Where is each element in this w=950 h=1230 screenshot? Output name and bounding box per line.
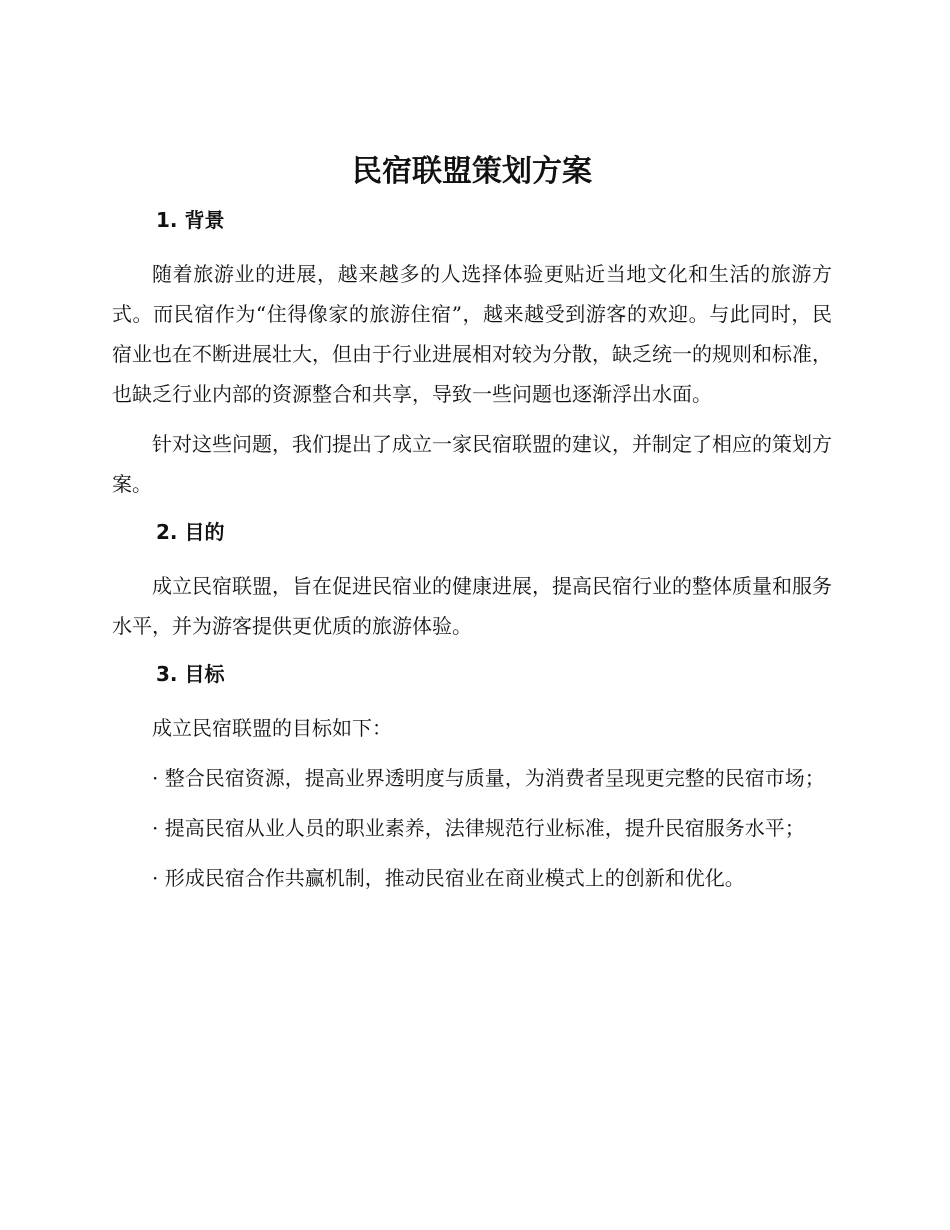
background-paragraph-2: 针对这些问题，我们提出了成立一家民宿联盟的建议，并制定了相应的策划方案。 <box>112 432 832 496</box>
goal-bullet-2: · 提高民宿从业人员的职业素养，法律规范行业标准，提升民宿服务水平； <box>152 816 805 840</box>
section-heading-purpose: 2. 目的 <box>156 520 225 544</box>
goal-bullet-1: · 整合民宿资源，提高业界透明度与质量，为消费者呈现更完整的民宿市场； <box>152 766 825 790</box>
goals-intro: 成立民宿联盟的目标如下： <box>152 716 392 740</box>
document-content <box>112 150 832 898</box>
purpose-paragraph: 成立民宿联盟，旨在促进民宿业的健康进展，提高民宿行业的整体质量和服务水平，并为游客提供更优质的旅游体验。 <box>112 574 832 638</box>
section-heading-goals: 3. 目标 <box>156 662 225 686</box>
goal-bullet-3: · 形成民宿合作共赢机制，推动民宿业在商业模式上的创新和优化。 <box>152 866 745 890</box>
document-title: 民宿联盟策划方案 <box>352 154 592 189</box>
section-heading-background: 1. 背景 <box>156 208 225 232</box>
background-paragraph-1: 随着旅游业的进展，越来越多的人选择体验更贴近当地文化和生活的旅游方式。而民宿作为“住得像家的旅游住宿”，越来越受到游客的欢迎。与此同时，民宿业也在不断进展壮大，但由于行业进展相对较为分散，缺乏统一的规则和标准，也缺乏行业内部的资源整合和共享，导致一些问题也逐渐浮出水面。 <box>112 262 832 406</box>
